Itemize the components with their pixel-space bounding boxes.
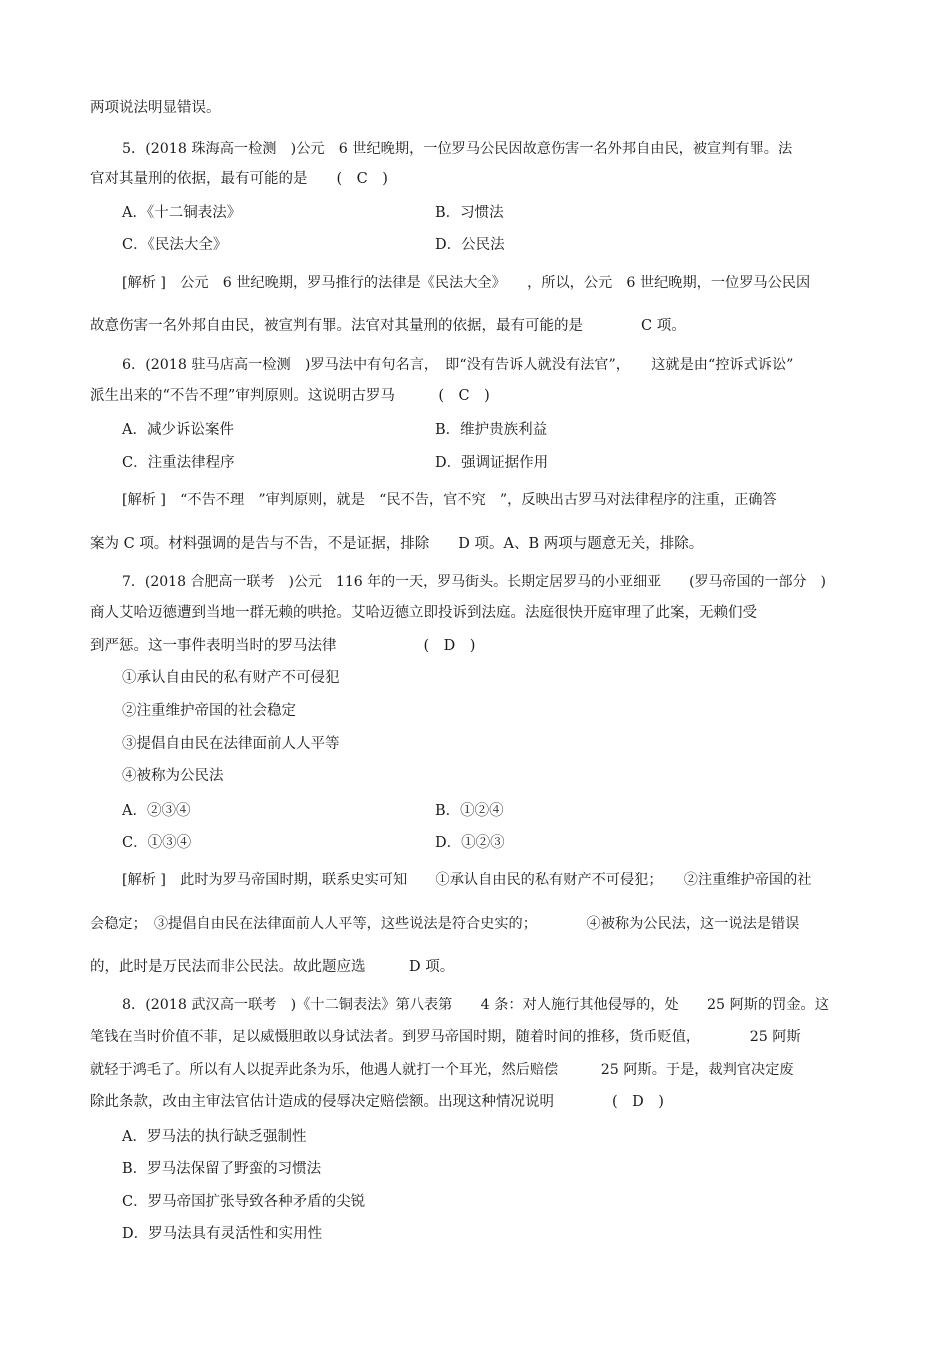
- option-c: C．《民法大全》: [122, 237, 228, 253]
- text-line: 两项说法明显错误。: [90, 100, 221, 116]
- analysis-text: 的，此时是万民法而非公民法。故此题应选 D 项。: [90, 959, 455, 975]
- option-d: D．①②③: [435, 835, 505, 851]
- option-b: B．罗马法保留了野蛮的习惯法: [122, 1161, 322, 1177]
- option-d: D．强调证据作用: [435, 455, 549, 471]
- statement-1: ①承认自由民的私有财产不可侵犯: [122, 670, 340, 686]
- question-8-stem: 8．(2018 武汉高一联考 )《十二铜表法》第八表第 4 条：对人施行其他侵辱的，处 25 阿斯的罚金。这: [122, 997, 829, 1013]
- option-a: A．罗马法的执行缺乏强制性: [122, 1129, 307, 1145]
- statement-4: ④被称为公民法: [122, 768, 224, 784]
- question-5-stem: 官对其量刑的依据，最有可能的是 ( C ): [90, 171, 388, 187]
- option-b: B．习惯法: [435, 205, 504, 221]
- analysis-text: 案为 C 项。材料强调的是告与不告，不是证据，排除 D 项。A、B 两项与题意无关，排除。: [90, 536, 704, 552]
- analysis-text: [解析 ] 此时为罗马帝国时期，联系史实可知 ①承认自由民的私有财产不可侵犯； ②注重维护帝国的社: [122, 872, 812, 888]
- option-d: D．罗马法具有灵活性和实用性: [122, 1226, 323, 1242]
- option-d: D．公民法: [435, 237, 505, 253]
- option-c: C．注重法律程序: [122, 455, 235, 471]
- option-b: B．维护贵族利益: [435, 422, 548, 438]
- statement-2: ②注重维护帝国的社会稳定: [122, 703, 296, 719]
- question-7-stem: 7．(2018 合肥高一联考 )公元 116 年的一天，罗马街头。长期定居罗马的小亚细亚 (罗马帝国的一部分 ): [122, 574, 827, 590]
- option-a: A．《十二铜表法》: [122, 205, 242, 221]
- option-a: A．减少诉讼案件: [122, 422, 234, 438]
- question-7-stem: 到严惩。这一事件表明当时的罗马法律 ( D ): [90, 638, 476, 654]
- statement-3: ③提倡自由民在法律面前人人平等: [122, 736, 340, 752]
- option-c: C．罗马帝国扩张导致各种矛盾的尖锐: [122, 1194, 366, 1210]
- question-5-stem: 5．(2018 珠海高一检测 )公元 6 世纪晚期，一位罗马公民因故意伤害一名外邦自由民，被宣判有罪。法: [122, 141, 793, 157]
- analysis-text: 故意伤害一名外邦自由民，被宣判有罪。法官对其量刑的依据，最有可能的是 C 项。: [90, 318, 686, 334]
- question-6-stem: 6．(2018 驻马店高一检测 )罗马法中有句名言， 即“没有告诉人就没有法官”， 这就是由“控诉式诉讼”: [122, 357, 794, 373]
- analysis-text: [解析 ] 公元 6 世纪晚期，罗马推行的法律是《民法大全》 ，所以，公元 6 世纪晚期，一位罗马公民因: [122, 275, 811, 291]
- question-8-stem: 笔钱在当时价值不菲，足以威慑胆敢以身试法者。到罗马帝国时期，随着时间的推移，货币贬值， 25 阿斯: [90, 1029, 801, 1045]
- question-8-stem: 就轻于鸿毛了。所以有人以捉弄此条为乐，他遇人就打一个耳光，然后赔偿 25 阿斯。于是，裁判官决定废: [90, 1062, 794, 1078]
- analysis-text: 会稳定； ③提倡自由民在法律面前人人平等，这些说法是符合史实的； ④被称为公民法，这一说法是错误: [90, 916, 800, 932]
- question-7-stem: 商人艾哈迈德遭到当地一群无赖的哄抢。艾哈迈德立即投诉到法庭。法庭很快开庭审理了此案，无赖们受: [90, 605, 757, 621]
- question-6-stem: 派生出来的“不告不理”审判原则。这说明古罗马 ( C ): [90, 388, 490, 404]
- option-c: C．①③④: [122, 835, 192, 851]
- question-8-stem: 除此条款，改由主审法官估计造成的侵辱决定赔偿额。出现这种情况说明 ( D ): [90, 1094, 664, 1110]
- option-a: A．②③④: [122, 803, 191, 819]
- analysis-text: [解析 ] “不告不理 ”审判原则，就是 “民不告，官不究 ”，反映出古罗马对法律程序的注重，正确答: [122, 492, 777, 508]
- option-b: B．①②④: [435, 803, 504, 819]
